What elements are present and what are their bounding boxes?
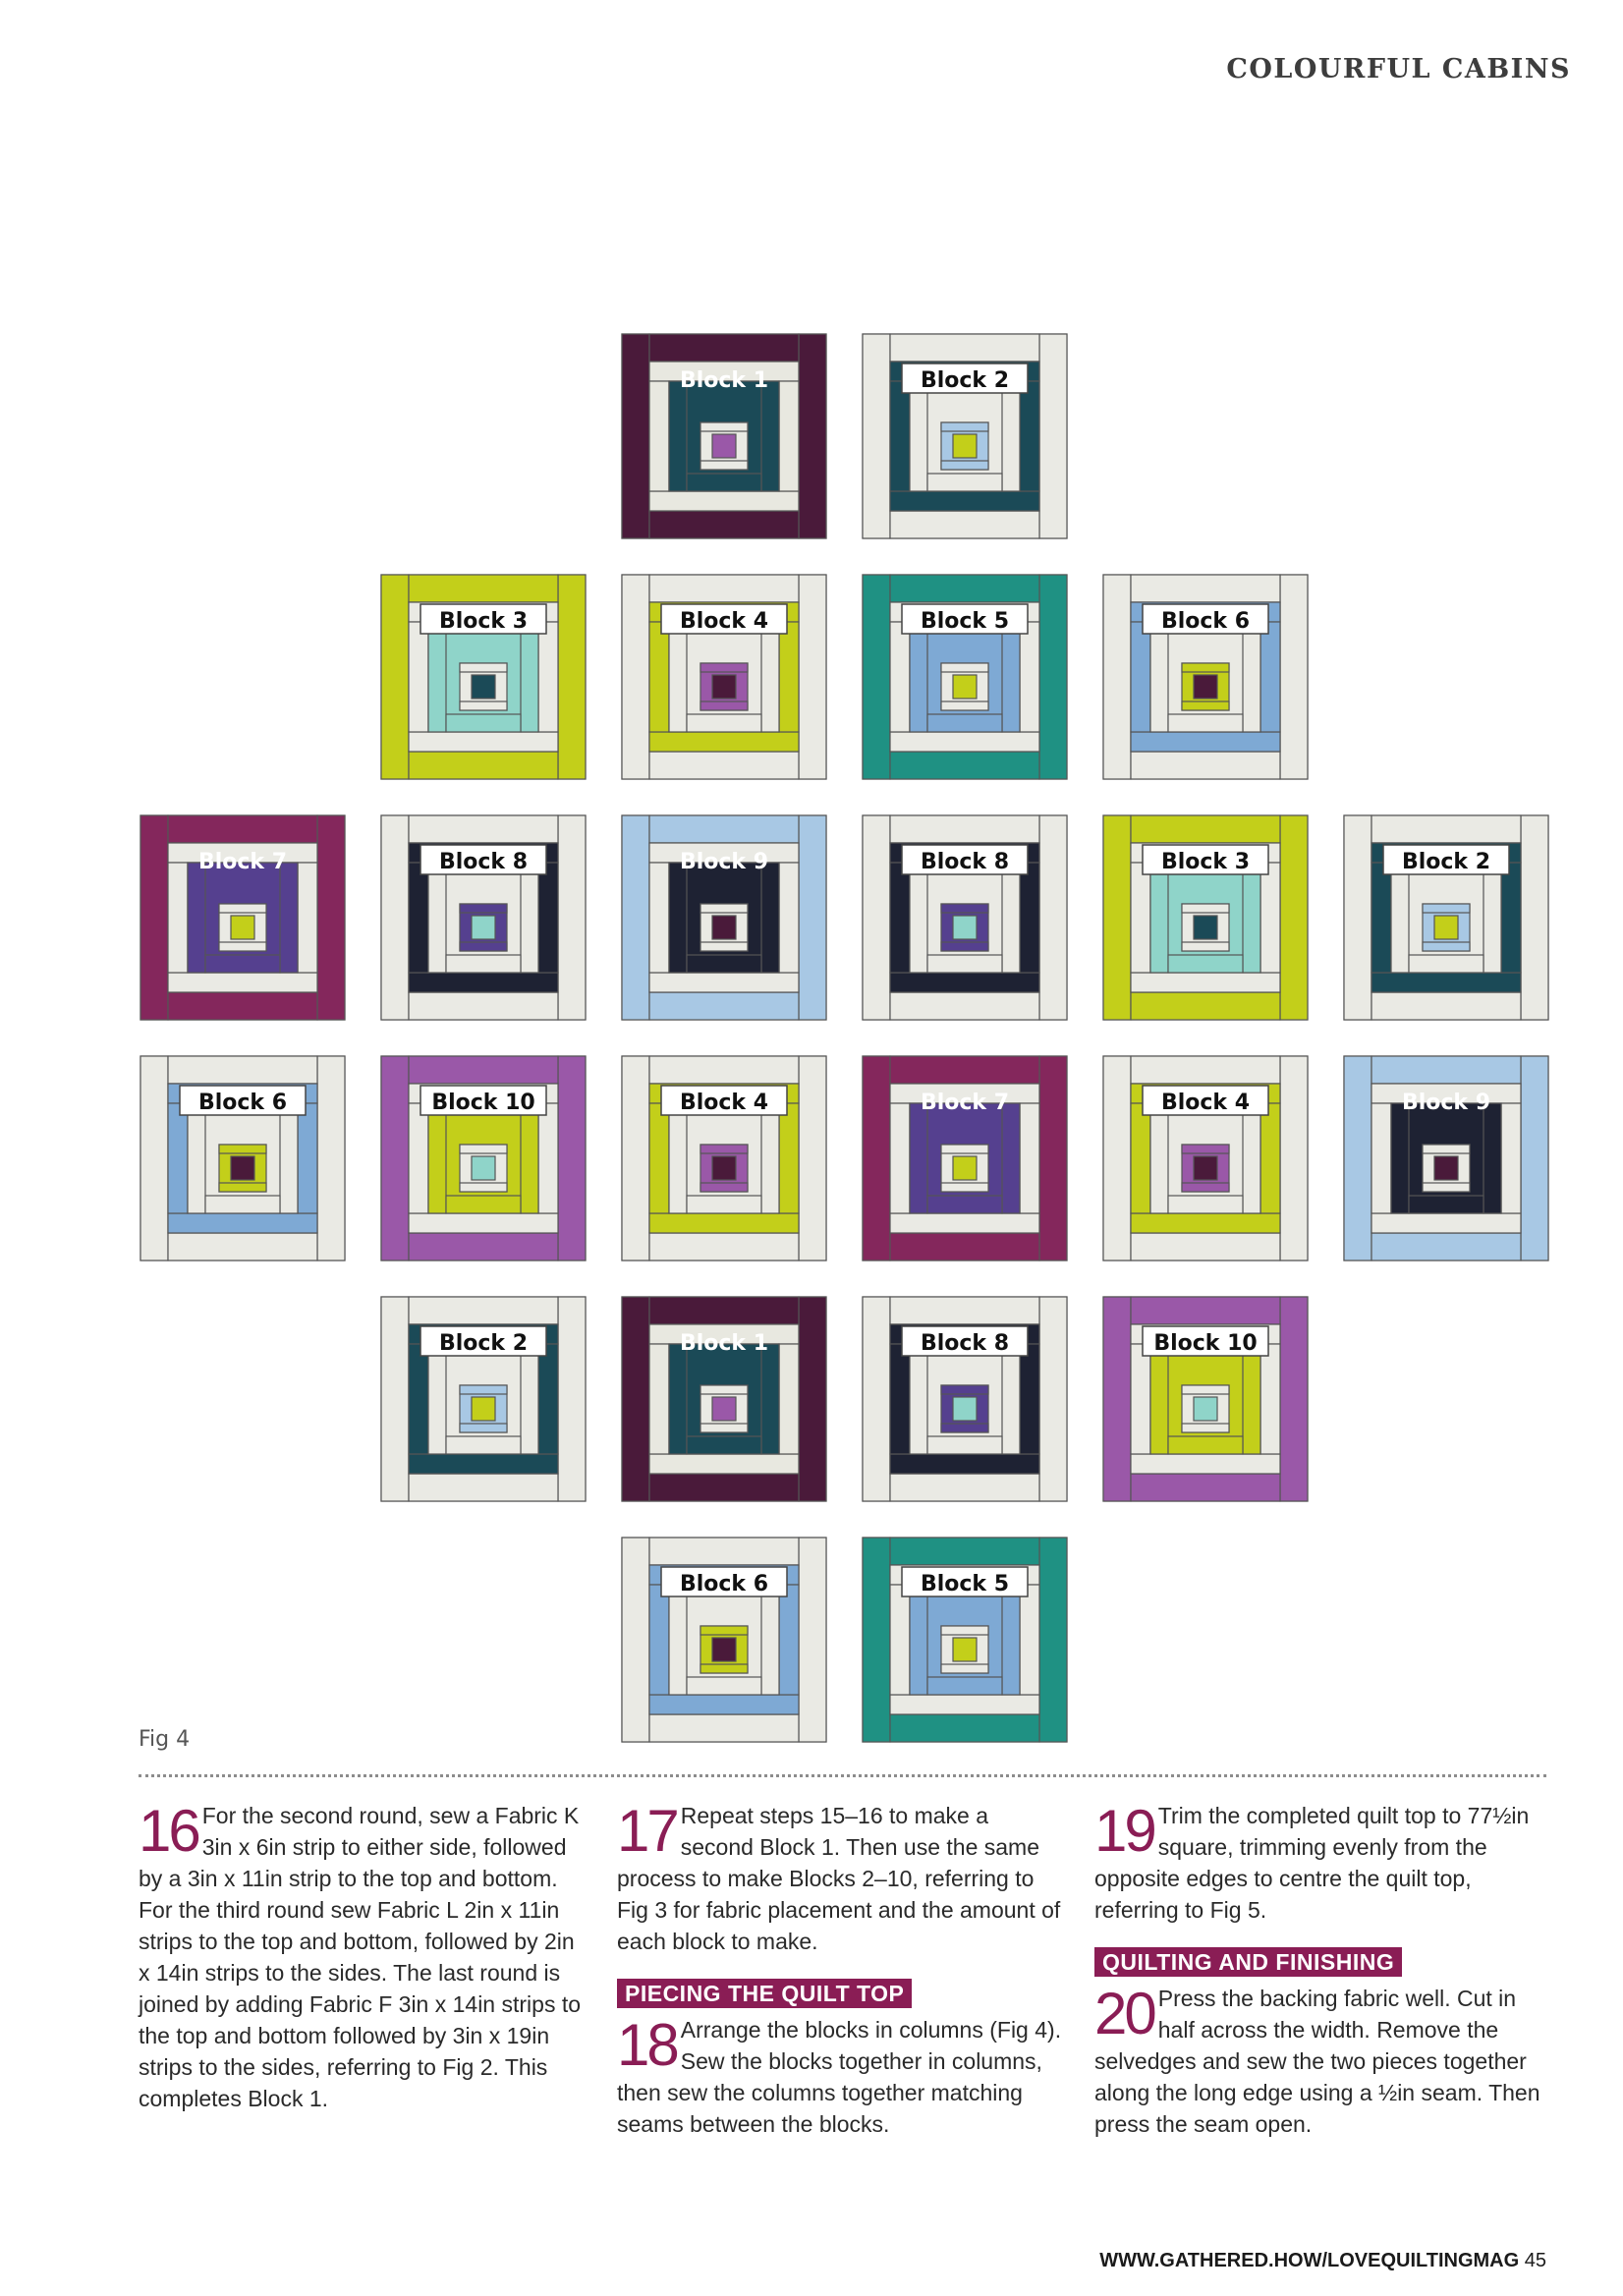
block-label: Block 3 [438, 609, 529, 634]
step-16: 16 For the second round, sew a Fabric K 3in x 6in strip to either side, followed by a 3in x 11in strip to the top and bottom. For the third round sew Fabric L 2in x 11in strips to the top and bottom, followed by 2in x 14in strips to the sides. The last round is joined by adding Fabric F 3in x 14in strips to the top and bottom followed by 3in x 19in strips to the sides, referring to Fig 2. This completes Block 1. [139, 1798, 582, 2111]
step-19: 19 Trim the completed quilt top to 77½in square, trimming evenly from the opposite edges to centre the quilt top, referring to Fig 5. [1094, 1798, 1530, 1923]
page-number: 45 [1524, 2250, 1546, 2271]
dotted-divider [139, 1774, 1546, 1777]
block-label: Block 4 [1160, 1091, 1251, 1115]
quilt-block [381, 1056, 586, 1260]
quilt-block [1344, 815, 1548, 1020]
quilt-block [863, 1297, 1067, 1501]
block-label: Block 4 [679, 1091, 769, 1115]
block-label: Block 6 [679, 1572, 769, 1596]
column-1 [139, 1800, 586, 2124]
quilt-block [622, 1056, 826, 1260]
quilt-block [622, 1538, 826, 1742]
block-label: Block 6 [197, 1091, 288, 1115]
step-20: 20 Press the backing fabric well. Cut in half across the width. Remove the selvedges and sew the two pieces together along the long edge using a ½in seam. Then press the seam open. [1094, 1981, 1540, 2137]
step-17: 17 Repeat steps 15–16 to make a second Block 1. Then use the same process to make Blocks 2–10, referring to Fig 3 for fabric placement and the amount of each block to make. [617, 1798, 1061, 1954]
block-label: Block 7 [920, 1091, 1010, 1115]
block-label: Block 7 [197, 850, 288, 874]
block-label: Block 6 [1160, 609, 1251, 634]
block-label: Block 9 [679, 850, 769, 874]
block-label: Block 2 [438, 1331, 529, 1356]
quilt-block [1344, 1056, 1548, 1260]
quilt-block [863, 334, 1067, 538]
quilt-block [140, 1056, 345, 1260]
quilt-block [140, 815, 345, 1020]
quilt-block [622, 334, 826, 538]
quilt-block [622, 575, 826, 779]
block-label: Block 3 [1160, 850, 1251, 874]
page-footer [1099, 2250, 1546, 2272]
block-label: Block 2 [920, 368, 1010, 393]
quilt-block [1103, 815, 1308, 1020]
block-label: Block 8 [438, 850, 529, 874]
quilt-block [381, 575, 586, 779]
column-3 [1094, 1800, 1546, 2150]
subheading-piecing: PIECING THE QUILT TOP [617, 1979, 912, 2008]
quilt-block [863, 575, 1067, 779]
quilt-block [1103, 1056, 1308, 1260]
quilt-block [1103, 575, 1308, 779]
subheading-quilting: QUILTING AND FINISHING [1094, 1947, 1402, 1977]
block-label: Block 2 [1401, 850, 1491, 874]
footer-url: WWW.GATHERED.HOW/LOVEQUILTINGMAG [1099, 2250, 1520, 2271]
block-label: Block 10 [1153, 1331, 1258, 1356]
block-label: Block 5 [920, 1572, 1010, 1596]
block-label: Block 10 [431, 1091, 535, 1115]
section-header: COLOURFUL CABINS [1226, 54, 1571, 84]
quilt-block [622, 1297, 826, 1501]
block-label: Block 8 [920, 850, 1010, 874]
block-label: Block 1 [679, 368, 769, 393]
figure-caption: Fig 4 [139, 1727, 191, 1752]
quilt-block [863, 1056, 1067, 1260]
quilt-block [863, 815, 1067, 1020]
step-18: 18 Arrange the blocks in columns (Fig 4). Sew the blocks together in columns, then sew the columns together matching seams between the blocks. [617, 2012, 1062, 2137]
block-label: Block 8 [920, 1331, 1010, 1356]
block-label: Block 1 [679, 1331, 769, 1356]
block-label: Block 9 [1401, 1091, 1491, 1115]
block-label: Block 4 [679, 609, 769, 634]
quilt-block [381, 815, 586, 1020]
quilt-block [863, 1538, 1067, 1742]
quilt-block [622, 815, 826, 1020]
column-2 [617, 1800, 1064, 2150]
quilt-block [381, 1297, 586, 1501]
block-label: Block 5 [920, 609, 1010, 634]
quilt-block [1103, 1297, 1308, 1501]
